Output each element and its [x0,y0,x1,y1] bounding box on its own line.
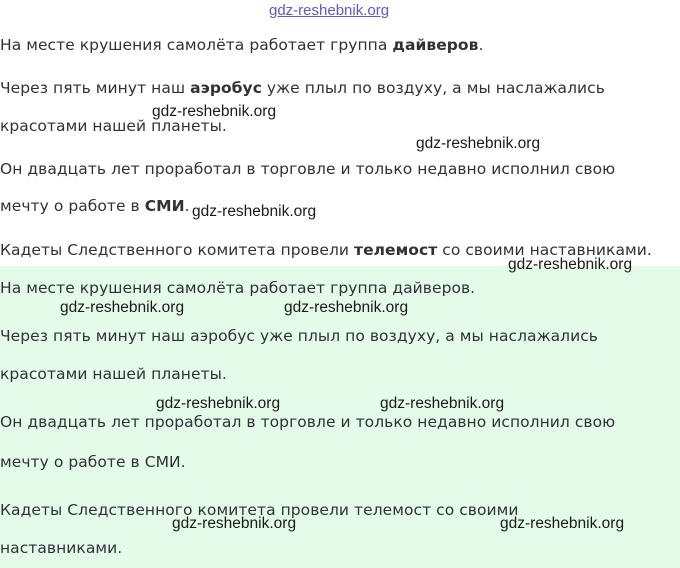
watermark: gdz-reshebnik.org [380,395,505,412]
highlighted-word: дайверов [392,36,479,54]
answer-line-2: Через пять минут наш аэробус уже плыл по воздуху, а мы наслажались [0,327,598,345]
sentence-2-continuation: красотами нашей планеты. [0,117,227,135]
watermark: gdz-reshebnik.org [192,203,317,220]
answer-line-5: мечту о работе в СМИ. [0,453,186,471]
sentence-4: Кадеты Следственного комитета провели телемост со своими наставниками. [0,241,652,259]
answer-line-7: наставниками. [0,539,123,557]
highlighted-word: СМИ [144,197,185,215]
watermark: gdz-reshebnik.org [416,135,541,152]
highlighted-word: аэробус [190,79,262,97]
sentence-3: Он двадцать лет проработал в торговле и только недавно исполнил свою [0,160,616,178]
original-sentences-section [0,0,680,266]
watermark: gdz-reshebnik.org [284,299,409,316]
watermark-header[interactable]: gdz-reshebnik.org [269,2,390,19]
watermark: gdz-reshebnik.org [500,515,625,532]
sentence-2: Через пять минут наш аэробус уже плыл по воздуху, а мы наслажались [0,79,605,97]
answer-line-4: Он двадцать лет проработал в торговле и только недавно исполнил свою [0,413,616,431]
sentence-3-continuation: мечту о работе в СМИ. [0,197,190,215]
answer-line-6: Кадеты Следственного комитета провели телемост со своими [0,501,519,519]
answer-line-3: красотами нашей планеты. [0,365,227,383]
answer-section [0,256,680,568]
watermark: gdz-reshebnik.org [156,395,281,412]
watermark: gdz-reshebnik.org [508,256,633,273]
answer-line-1: На месте крушения самолёта работает группа дайверов. [0,279,476,297]
sentence-1: На месте крушения самолёта работает группа дайверов. [0,36,484,54]
watermark: gdz-reshebnik.org [172,515,297,532]
watermark: gdz-reshebnik.org [152,103,277,120]
watermark: gdz-reshebnik.org [60,299,185,316]
highlighted-word: телемост [354,241,438,259]
